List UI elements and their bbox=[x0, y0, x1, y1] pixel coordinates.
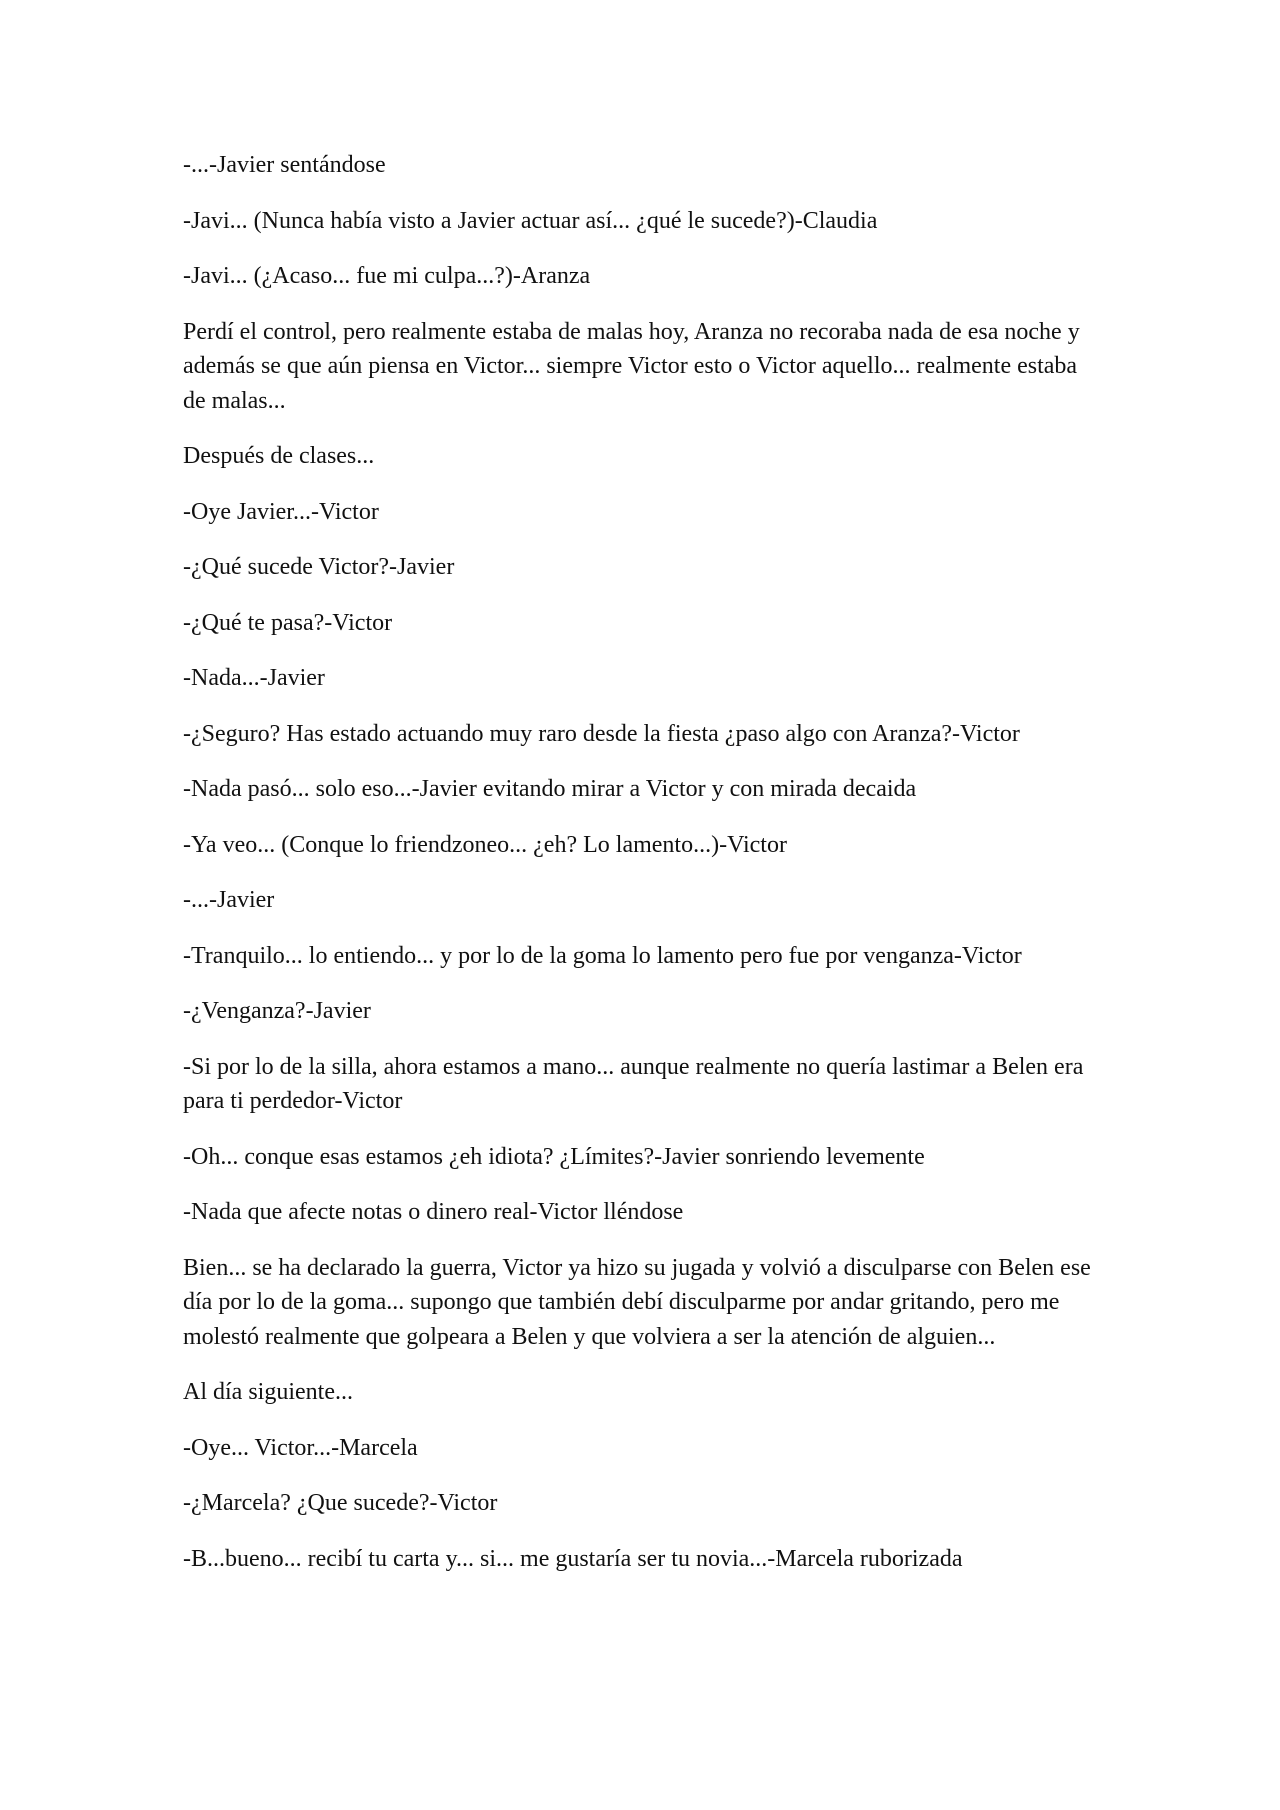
paragraph: -¿Qué sucede Victor?-Javier bbox=[183, 554, 455, 580]
paragraph: Después de clases... bbox=[183, 443, 375, 469]
paragraph: -¿Marcela? ¿Que sucede?-Victor bbox=[183, 1490, 498, 1516]
paragraph: -Tranquilo... lo entiendo... y por lo de la goma lo lamento pero fue por venganza-Victor bbox=[183, 942, 1022, 969]
paragraph: -¿Qué te pasa?-Victor bbox=[183, 609, 393, 636]
paragraph: -Oh... conque esas estamos ¿eh idiota? ¿Límites?-Javier sonriendo levemente bbox=[183, 1143, 925, 1170]
paragraph: Al día siguiente... bbox=[183, 1379, 353, 1405]
document-body bbox=[183, 148, 1098, 1597]
paragraph: -Nada...-Javier bbox=[183, 665, 325, 691]
paragraph: -...-Javier sentándose bbox=[183, 152, 386, 178]
paragraph: -Si por lo de la silla, ahora estamos a mano... aunque realmente no quería lastimar a Belen era para ti perdedor-Victor bbox=[183, 1053, 1084, 1114]
paragraph: -Javi... (Nunca había visto a Javier actuar así... ¿qué le sucede?)-Claudia bbox=[183, 207, 878, 234]
paragraph: Bien... se ha declarado la guerra, Victor ya hizo su jugada y volvió a disculparse con Belen ese día por lo de la goma... supongo que también debí disculparme por andar gritando, pero me molestó realmente que golpeara a Belen y que volviera a ser la atención de alguien... bbox=[183, 1254, 1091, 1350]
paragraph: -...-Javier bbox=[183, 887, 275, 913]
paragraph: -Nada pasó... solo eso...-Javier evitando mirar a Victor y con mirada decaida bbox=[183, 776, 917, 802]
paragraph: -Oye... Victor...-Marcela bbox=[183, 1434, 418, 1461]
paragraph: -Javi... (¿Acaso... fue mi culpa...?)-Aranza bbox=[183, 263, 591, 289]
paragraph: -Nada que afecte notas o dinero real-Victor lléndose bbox=[183, 1199, 684, 1225]
paragraph: -B...bueno... recibí tu carta y... si... me gustaría ser tu novia...-Marcela ruborizada bbox=[183, 1545, 963, 1572]
paragraph: Perdí el control, pero realmente estaba de malas hoy, Aranza no recoraba nada de esa noche y además se que aún piensa en Victor... siempre Victor esto o Victor aquello... realmente estaba de malas... bbox=[183, 318, 1080, 414]
paragraph: -Ya veo... (Conque lo friendzoneo... ¿eh? Lo lamento...)-Victor bbox=[183, 831, 787, 858]
paragraph: -Oye Javier...-Victor bbox=[183, 498, 379, 525]
paragraph: -¿Seguro? Has estado actuando muy raro desde la fiesta ¿paso algo con Aranza?-Victor bbox=[183, 720, 1020, 747]
paragraph: -¿Venganza?-Javier bbox=[183, 998, 371, 1024]
